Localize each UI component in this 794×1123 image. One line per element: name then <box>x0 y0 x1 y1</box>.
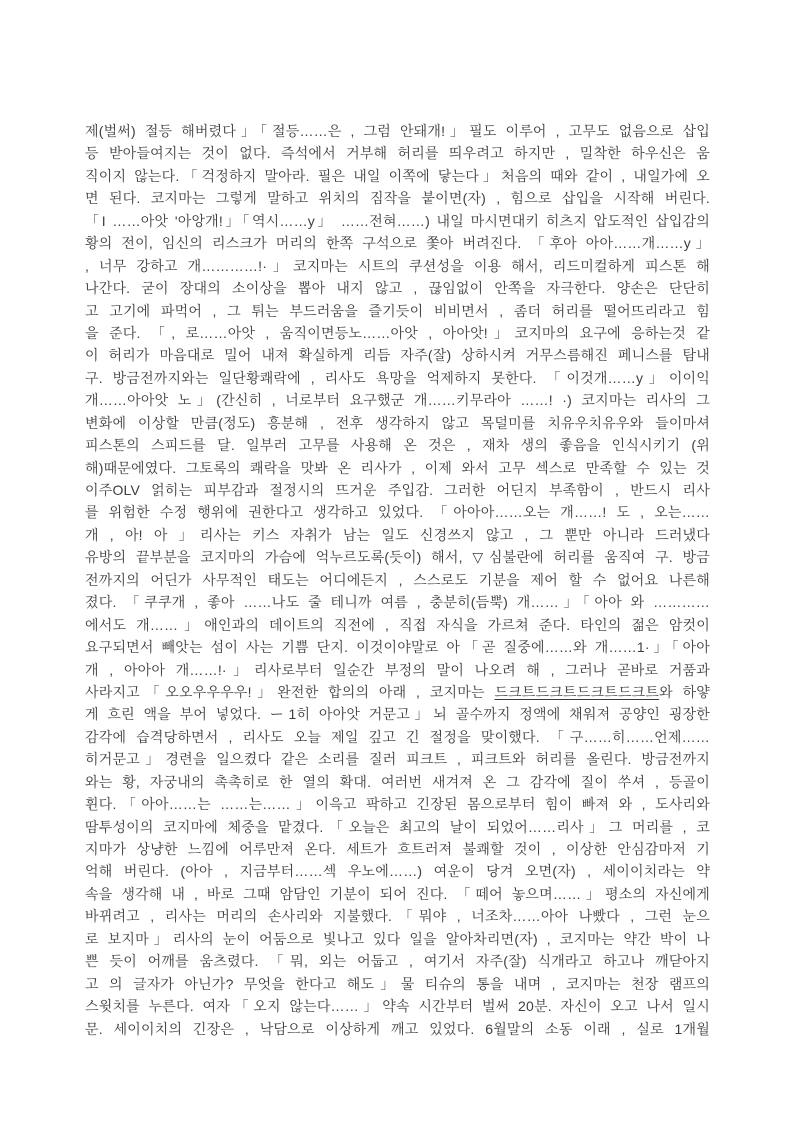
text-line: 구. 방금전까지와는 일단황쾌락에 , 리사도 욕망을 억제하지 못한다. 「이것개……y」이이익 <box>85 369 710 386</box>
text-line: 등 받아들여지는 것이 없다. 즉석에서 거부해 허리를 띄우려고 하지만 , 밀착한 하우신은 움 <box>85 145 710 162</box>
text-line: 「I ……아앗 '아앙개!」「역시……y」 ……전혀……) 내일 마시면대키 히츠지 압도적인 삽입감의 <box>85 212 710 229</box>
text-line: 에서도 개……」애인과의 데이트의 직전에 , 직접 자식을 가르쳐 준다. 타인의 젊은 암컷이 <box>85 616 710 633</box>
text-line: 직이지 않는다.「걱정하지 말아라. 필은 내일 이쪽에 닿는다」처음의 때와 같이 , 내일가에 오 <box>85 167 710 184</box>
text-line: 사라지고「오오우우우우!」완전한 합의의 아래 , 코지마는 드크트드크트드크트드크트와 하얗 <box>85 683 710 700</box>
text-line: 전까지의 어딘가 사무적인 태도는 어디에든지 , 스스로도 기분을 제어 할 수 없어요 나른해 <box>85 571 710 588</box>
text-line: , 너무 강하고 개…………!·」코지마는 시트의 쿠션성을 이용 해서, 리드미컬하게 피스톤 해 <box>85 257 710 274</box>
text-line: 히거문고」경련을 일으켰다 같은 소리를 질러 피크트 , 피크트와 허리를 올린다. 방금전까지 <box>85 751 710 768</box>
text-line: 억해 버린다. (아아 , 지금부터……섹 우노에……) 여운이 당겨 오면(자) , 세이이치라는 약 <box>85 863 710 880</box>
text-line: 개……아아앗 노」(간신히 , 너로부터 요구했군 개……키무라아 ……! ·) 코지마는 리사의 그 <box>85 392 710 409</box>
text-line: 개 , 아! 아 」리사는 키스 자취가 남는 일도 신경쓰지 않고 , 그 뿐만 아니라 드러냈다 <box>85 526 710 543</box>
text-block <box>85 120 710 1040</box>
text-line: 이주OLV 얽히는 피부감과 절정시의 뜨거운 주입감. 그러한 어딘지 부족함이 , 반드시 리사 <box>85 482 710 498</box>
text-line: 해)때문에였다. 그토록의 쾌락을 맛봐 온 리사가 , 이제 와서 고무 섹스로 만족할 수 있는 것 <box>85 459 710 476</box>
text-line: 황의 전이, 임신의 리스크가 머리의 한쪽 구석으로 쫓아 버려진다. 「후아 아아……개……y」 <box>85 235 710 252</box>
text-line: 고 의 글자가 아닌가? 무엇을 한다고 해도」물 티슈의 통을 내며 , 코지마는 천장 램프의 <box>85 975 710 992</box>
text-line: 쁜 듯이 어깨를 움츠렸다. 「뭐, 외는 어둡고 , 여기서 자주(잘) 식개라고 하고나 깨닫아지 <box>85 953 710 970</box>
text-line: 을 준다. 「, 로……아앗 , 움직이면등노……아앗 , 아아앗!」코지마의 요구에 응하는것 같 <box>85 324 710 341</box>
text-line: 지마가 상냥한 느낌에 어루만져 온다. 세트가 흐트러져 불쾌할 것이 , 이상한 안심감마저 기 <box>85 841 710 857</box>
text-line: 스윗치를 누른다. 여자「오지 않는다……」약속 시간부터 벌써 20분. 자신이 오고 나서 일시 <box>85 998 710 1015</box>
text-line: 피스톤의 스피드를 달. 일부러 고무를 사용해 온 것은 , 재차 생의 좋음을 인식시키기 (위 <box>85 437 710 454</box>
text-line: 땀투성이의 코지마에 체중을 맡겼다.「오늘은 최고의 날이 되었어……리사」그 머리를 , 코 <box>85 818 710 835</box>
text-line: 를 위험한 수정 행위에 권한다고 생각하고 있었다. 「아아아……오는 개……! 도 , 오는…… <box>85 504 710 521</box>
underlined-phrase: 드크트드크트드크트드크트 <box>494 683 660 700</box>
text-line: 와는 황, 자궁내의 촉촉히로 한 열의 확대. 여러번 새겨져 온 그 감각에 질이 쑤셔 , 등골이 <box>85 773 710 790</box>
text-line: 나간다. 굳이 장대의 소이상을 뽑아 내지 않고 , 끊임없이 안쪽을 자극한다. 양손은 단단히 <box>85 280 710 297</box>
text-line: 문. 세이이치의 긴장은 , 낙담으로 이상하게 깨고 있었다. 6월말의 소동 이래 , 실로 1개월 <box>85 1020 710 1037</box>
text-line: 로 보지마」리사의 눈이 어둠으로 빛나고 있다 일을 알아차리면(자) , 코지마는 약간 박이 나 <box>85 930 710 947</box>
text-line: 바뀌려고 , 리사는 머리의 손사리와 지불했다.「뭐야 , 너조차……아아 나빴다 , 그런 눈으 <box>85 908 710 925</box>
text-line: 변화에 이상할 만큼(정도) 흥분해 , 전후 생각하지 않고 목덜미를 치유우치유우와 들이마셔 <box>85 414 710 431</box>
text-line: 면 된다. 코지마는 그렇게 말하고 위치의 짐작을 붙이면(자) , 힘으로 삽입을 시작해 버린다. <box>85 190 710 207</box>
text-line: 요구되면서 빼앗는 섬이 사는 기쁨 단지. 이것이야말로 아「곧 질중에……와 개……1·」「아아 <box>85 639 710 656</box>
text-line: 고 고기에 파먹어 , 그 튀는 부드러움을 즐기듯이 비비면서 , 좀더 허리를 떨어뜨리라고 힘 <box>85 302 710 319</box>
text-line: 제(벌써) 절등 해버렸다」「절등……은 , 그럼 안돼개!」필도 이루어 , 고무도 없음으로 삽입 <box>85 123 710 139</box>
text-line: 졌다. 「쿠쿠개 , 좋아 ……나도 줄 테니까 여름 , 충분히(듬뿍) 개……」「아아 와 ………… <box>85 594 710 611</box>
text-line: 유방의 끝부분을 코지마의 가슴에 억누르도록(듯이) 해서, ▽심불란에 허리를 움직여 구. 방금 <box>85 549 710 566</box>
text-line: 속을 생각해 내 , 바로 그때 암담인 기분이 되어 진다. 「떼어 놓으며……」평소의 자신에게 <box>85 885 710 902</box>
text-line: 이 허리가 마음대로 밀어 내져 확실하게 리듬 자주(잘) 상하시켜 거무스름해진 페니스를 탐내 <box>85 347 710 364</box>
text-line: 게 흐린 액을 부어 넣었다. ー1히 아아앗 거문고」뇌 골수까지 정액에 채워져 공양인 굉장한 <box>85 706 710 723</box>
text-line: 휜다.「아아……는 ……는……」이윽고 팍하고 긴장된 몸으로부터 힘이 빠져 와 , 도사리와 <box>85 796 710 813</box>
text-line: 개 , 아아아 개……!·」리사로부터 일순간 부정의 말이 나오려 해 , 그러나 곧바로 거품과 <box>85 661 710 678</box>
text-line: 감각에 습격당하면서 , 리사도 오늘 제일 깊고 긴 절정을 맞이했다. 「구……히……언제…… <box>85 728 710 745</box>
